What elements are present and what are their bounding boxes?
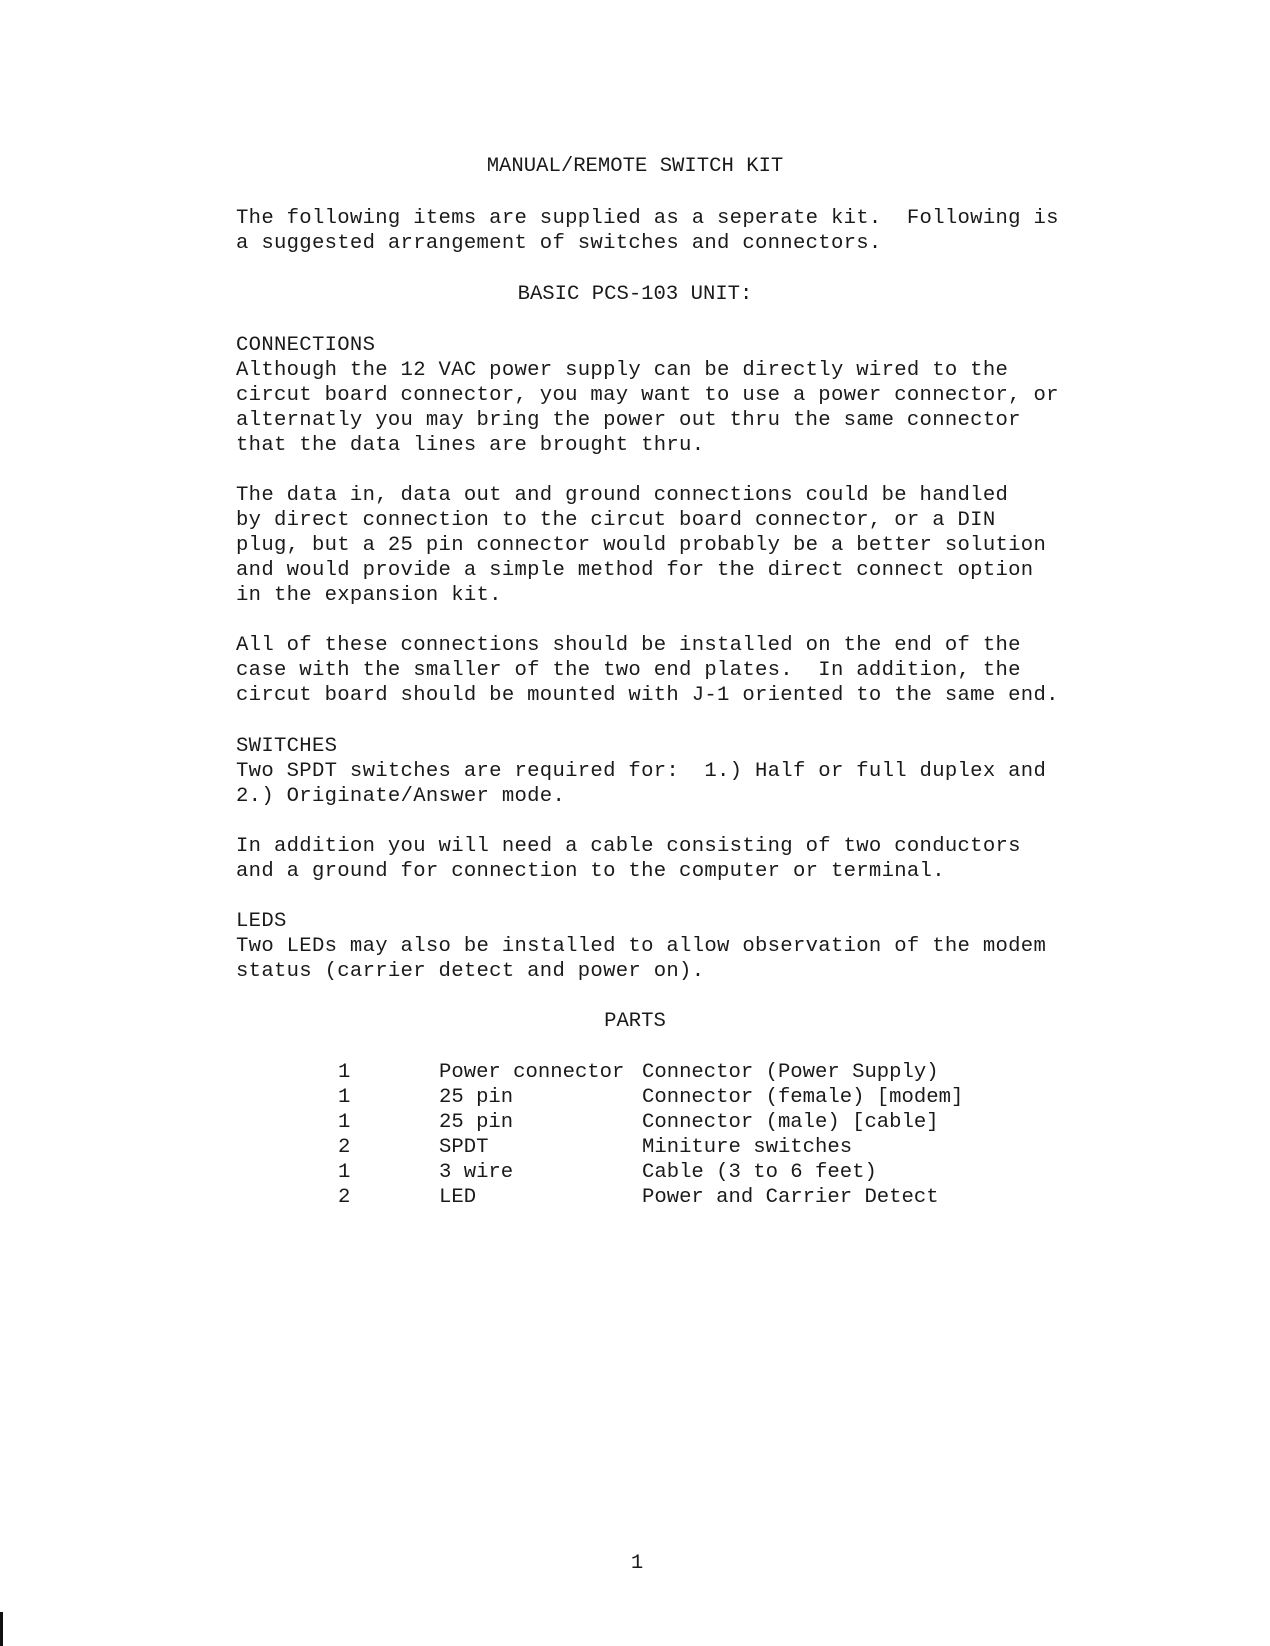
part-quantity: 1	[338, 1061, 351, 1084]
connections-heading: CONNECTIONS	[236, 334, 376, 357]
connections-para1-line: Although the 12 VAC power supply can be directly wired to the	[236, 359, 1009, 382]
leds-para1-line: Two LEDs may also be installed to allow observation of the modem	[236, 935, 1047, 958]
connections-para1-line: alternatly you may bring the power out thru the same connector	[236, 409, 1021, 432]
parts-row	[0, 1135, 1270, 1160]
part-quantity: 1	[338, 1086, 351, 1109]
part-quantity: 1	[338, 1161, 351, 1184]
parts-row	[0, 1160, 1270, 1185]
scan-edge-mark	[0, 1612, 3, 1646]
document-title: MANUAL/REMOTE SWITCH KIT	[486, 155, 784, 178]
part-description: Power and Carrier Detect	[642, 1186, 939, 1209]
parts-heading: PARTS	[604, 1010, 666, 1033]
intro-line: The following items are supplied as a seperate kit. Following is	[236, 207, 1059, 230]
connections-para3-line: circut board should be mounted with J-1 oriented to the same end.	[236, 684, 1059, 707]
connections-para2-line: in the expansion kit.	[236, 584, 502, 607]
part-quantity: 1	[338, 1111, 351, 1134]
part-description: Connector (Power Supply)	[642, 1061, 939, 1084]
connections-para3-line: All of these connections should be installed on the end of the	[236, 634, 1021, 657]
part-item: 25 pin	[439, 1086, 514, 1109]
switches-para1-line: 2.) Originate/Answer mode.	[236, 785, 566, 808]
part-item: Power connector	[439, 1061, 625, 1084]
connections-para2-line: and would provide a simple method for the direct connect option	[236, 559, 1034, 582]
page-number: 1	[630, 1552, 644, 1575]
part-description: Connector (male) [cable]	[642, 1111, 939, 1134]
part-item: 25 pin	[439, 1111, 514, 1134]
connections-para3-line: case with the smaller of the two end plates. In addition, the	[236, 659, 1021, 682]
switches-heading: SWITCHES	[236, 735, 338, 758]
parts-row	[0, 1110, 1270, 1135]
parts-row	[0, 1085, 1270, 1110]
parts-row	[0, 1060, 1270, 1085]
part-item: SPDT	[439, 1136, 489, 1159]
part-item: LED	[439, 1186, 477, 1209]
leds-heading: LEDS	[236, 910, 287, 933]
connections-para1-line: that the data lines are brought thru.	[236, 434, 705, 457]
connections-para2-line: The data in, data out and ground connections could be handled	[236, 484, 1009, 507]
part-description: Miniture switches	[642, 1136, 853, 1159]
intro-line: a suggested arrangement of switches and connectors.	[236, 232, 882, 255]
connections-para2-line: plug, but a 25 pin connector would probably be a better solution	[236, 534, 1047, 557]
connections-para1-line: circut board connector, you may want to use a power connector, or	[236, 384, 1059, 407]
parts-row	[0, 1185, 1270, 1210]
part-quantity: 2	[338, 1136, 351, 1159]
unit-subtitle: BASIC PCS-103 UNIT:	[517, 283, 753, 306]
part-description: Connector (female) [modem]	[642, 1086, 964, 1109]
part-description: Cable (3 to 6 feet)	[642, 1161, 877, 1184]
switches-para1-line: Two SPDT switches are required for: 1.) Half or full duplex and	[236, 760, 1047, 783]
part-quantity: 2	[338, 1186, 351, 1209]
part-item: 3 wire	[439, 1161, 514, 1184]
switches-para2-line: In addition you will need a cable consisting of two conductors	[236, 835, 1021, 858]
leds-para1-line: status (carrier detect and power on).	[236, 960, 705, 983]
switches-para2-line: and a ground for connection to the computer or terminal.	[236, 860, 945, 883]
connections-para2-line: by direct connection to the circut board connector, or a DIN	[236, 509, 996, 532]
